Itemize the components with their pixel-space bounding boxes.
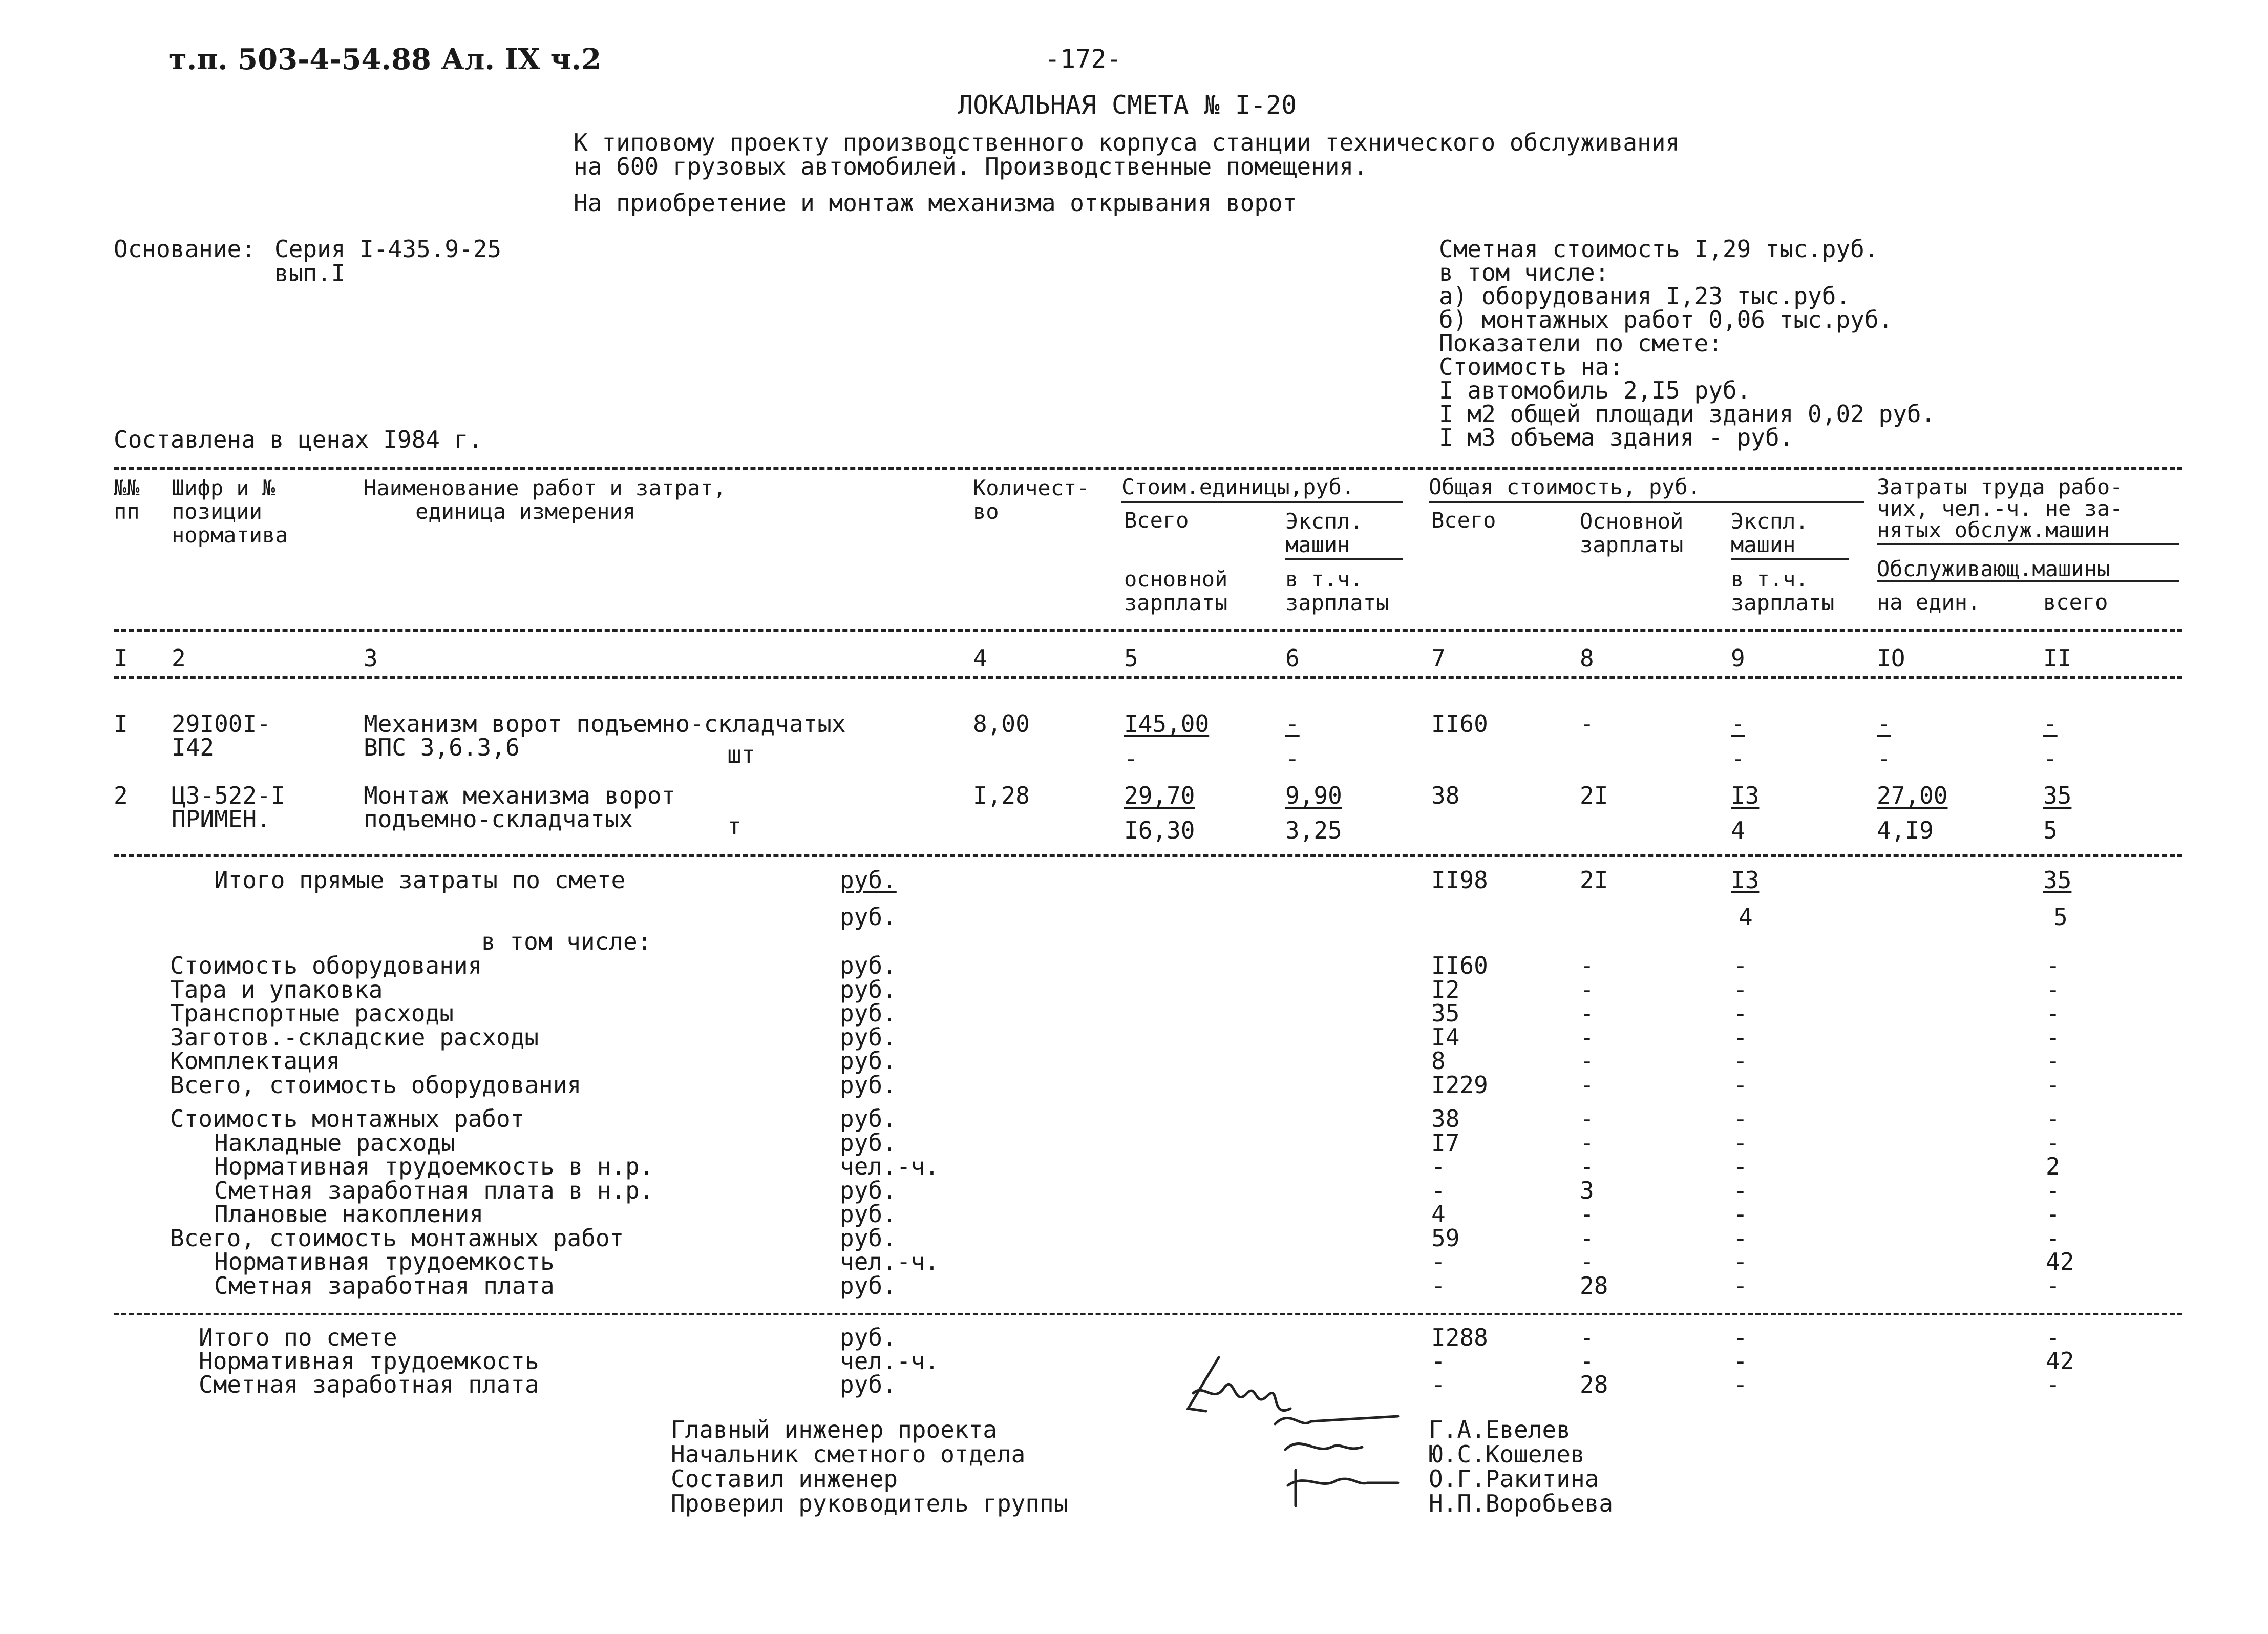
breakdown-total: -	[1431, 1271, 1446, 1300]
signature-name: Г.А.Евелев	[1429, 1416, 1571, 1443]
row-total-machines: I3	[1731, 782, 1760, 809]
row-labor-per-unit-sub: -	[1877, 745, 1891, 772]
row-unit-total: 29,70	[1124, 782, 1195, 809]
breakdown-total: I4	[1431, 1023, 1460, 1051]
summary-line: а) оборудования I,23 тыс.руб.	[1439, 282, 1851, 310]
page-number: -172-	[1045, 44, 1122, 74]
breakdown-label: Накладные расходы	[214, 1128, 455, 1157]
breakdown-unit: руб.	[840, 1023, 897, 1051]
signature-name: Ю.С.Кошелев	[1429, 1440, 1585, 1468]
breakdown-unit: руб.	[840, 999, 897, 1027]
labor-group-header: Затраты труда рабо- чих, чел.-ч. не за- нятых обслуж.машин	[1877, 474, 2123, 542]
column-number: IO	[1877, 644, 1905, 672]
unit-cost-group-rule	[1121, 501, 1403, 503]
row-labor-total: -	[2043, 710, 2058, 738]
signature-role: Проверил руководитель группы	[671, 1490, 1068, 1517]
breakdown-machines: -	[1733, 1200, 1748, 1228]
column-number: 4	[973, 644, 987, 672]
breakdown-machines: -	[1733, 1248, 1748, 1275]
breakdown-total: I229	[1431, 1071, 1488, 1099]
basis-series: Серия I-435.9-25	[274, 235, 502, 263]
breakdown-label: Нормативная трудоемкость	[214, 1248, 555, 1275]
breakdown-bottom-rule	[114, 1313, 2182, 1315]
breakdown-labor: -	[2046, 1128, 2060, 1157]
row-total-wage: 2I	[1580, 782, 1608, 809]
handwritten-signatures	[1157, 1352, 1424, 1547]
signature-role: Начальник сметного отдела	[671, 1440, 1026, 1468]
breakdown-total: 59	[1431, 1224, 1460, 1252]
summary-line: Сметная стоимость I,29 тыс.руб.	[1439, 235, 1879, 263]
breakdown-labor: -	[2046, 975, 2060, 1003]
breakdown-total: -	[1431, 1248, 1446, 1275]
total-cost-group-header: Общая стоимость, руб.	[1429, 474, 1701, 499]
breakdown-machines: -	[1733, 1271, 1748, 1300]
summary-line: I м2 общей площади здания 0,02 руб.	[1439, 400, 1936, 428]
total-total-header: Всего	[1431, 508, 1496, 533]
grand-total-machines: -	[1733, 1347, 1748, 1375]
breakdown-machines: -	[1733, 952, 1748, 979]
summary-line: б) монтажных работ 0,06 тыс.руб.	[1439, 306, 1893, 333]
breakdown-total: 8	[1431, 1047, 1446, 1075]
breakdown-total: -	[1431, 1176, 1446, 1204]
total-wage-header: Основной зарплаты	[1580, 509, 1684, 557]
breakdown-unit: руб.	[840, 975, 897, 1003]
row-total: II60	[1431, 710, 1488, 738]
col-header-num: №№ пп	[114, 475, 140, 524]
grand-total-labor: -	[2046, 1324, 2060, 1351]
row-number: 2	[114, 782, 128, 809]
breakdown-total: 4	[1431, 1200, 1446, 1228]
breakdown-labor: -	[2046, 1176, 2060, 1204]
grand-total-labor: 42	[2046, 1347, 2074, 1375]
breakdown-machines: -	[1733, 1071, 1748, 1099]
column-number: 2	[172, 644, 186, 672]
including-label: в том числе:	[481, 928, 652, 955]
grand-total-wage: 28	[1580, 1371, 1608, 1398]
row-number: I	[114, 710, 128, 738]
breakdown-wage: -	[1580, 999, 1594, 1027]
column-number: II	[2043, 644, 2072, 672]
direct-total-machines-wage: 4	[1739, 903, 1753, 931]
breakdown-unit: руб.	[840, 1200, 897, 1228]
breakdown-label: Всего, стоимость монтажных работ	[170, 1224, 624, 1252]
rows-bottom-rule	[114, 854, 2182, 857]
summary-line: Показатели по смете:	[1439, 329, 1723, 357]
breakdown-wage: -	[1580, 975, 1594, 1003]
breakdown-unit: руб.	[840, 1047, 897, 1075]
breakdown-label: Тара и упаковка	[170, 975, 383, 1003]
breakdown-label: Плановые накопления	[214, 1200, 484, 1228]
breakdown-unit: чел.-ч.	[840, 1248, 939, 1275]
breakdown-wage: -	[1580, 1153, 1594, 1180]
breakdown-machines: -	[1733, 1128, 1748, 1157]
unit-machines-rule	[1285, 558, 1403, 560]
breakdown-wage: -	[1580, 1023, 1594, 1051]
row-quantity: 8,00	[973, 710, 1030, 738]
breakdown-labor: -	[2046, 1271, 2060, 1300]
document-title: ЛОКАЛЬНАЯ СМЕТА № I-20	[958, 90, 1297, 120]
signature-role: Главный инженер проекта	[671, 1416, 997, 1443]
unit-incl-wage-header: в т.ч. зарплаты	[1285, 567, 1389, 615]
breakdown-label: Транспортные расходы	[170, 999, 454, 1027]
breakdown-machines: -	[1733, 1176, 1748, 1204]
breakdown-label: Заготов.-складские расходы	[170, 1023, 539, 1051]
breakdown-wage: -	[1580, 1128, 1594, 1157]
row-labor-total: 35	[2043, 782, 2072, 809]
column-number: 9	[1731, 644, 1745, 672]
col-header-qty: Количест- во	[973, 475, 1090, 524]
unit-machines-header: Экспл. машин	[1285, 509, 1363, 557]
grand-total-machines: -	[1733, 1371, 1748, 1398]
row-labor-total-sub: 5	[2043, 816, 2058, 844]
grand-total-label: Сметная заработная плата	[199, 1371, 539, 1398]
breakdown-unit: чел.-ч.	[840, 1153, 939, 1180]
grand-total-label: Итого по смете	[199, 1324, 397, 1351]
breakdown-wage: -	[1580, 1105, 1594, 1133]
total-machines-header: Экспл. машин	[1731, 509, 1809, 557]
breakdown-labor: -	[2046, 1105, 2060, 1133]
row-labor-per-unit-sub: 4,I9	[1877, 816, 1934, 844]
breakdown-label: Комплектация	[170, 1047, 341, 1075]
breakdown-wage: -	[1580, 1224, 1594, 1252]
grand-total-sum: -	[1431, 1347, 1446, 1375]
row-unit-machines: 9,90	[1285, 782, 1342, 809]
row-total-machines: -	[1731, 710, 1745, 738]
breakdown-total: -	[1431, 1153, 1446, 1180]
breakdown-wage: -	[1580, 1200, 1594, 1228]
column-number: 3	[364, 644, 378, 672]
grand-total-wage: -	[1580, 1347, 1594, 1375]
breakdown-total: 38	[1431, 1105, 1460, 1133]
grand-total-wage: -	[1580, 1324, 1594, 1351]
row-total-wage: -	[1580, 710, 1594, 738]
breakdown-labor: -	[2046, 1023, 2060, 1051]
breakdown-unit: руб.	[840, 1128, 897, 1157]
row-labor-per-unit: 27,00	[1877, 782, 1948, 809]
column-number: I	[114, 644, 128, 672]
direct-total-unit-2: руб.	[840, 903, 897, 931]
row-name: Механизм ворот подъемно-складчатых ВПС 3,6.3,6	[364, 710, 846, 761]
breakdown-wage: 3	[1580, 1176, 1594, 1204]
breakdown-label: Стоимость монтажных работ	[170, 1105, 525, 1133]
breakdown-unit: руб.	[840, 952, 897, 979]
breakdown-label: Стоимость оборудования	[170, 952, 482, 979]
grand-total-unit: руб.	[840, 1371, 897, 1398]
unit-total-header: Всего	[1124, 508, 1189, 533]
column-numbers-rule	[114, 676, 2182, 679]
labor-total-header: всего	[2043, 590, 2108, 615]
labor-per-unit-header: на един.	[1877, 590, 1981, 615]
breakdown-unit: руб.	[840, 1105, 897, 1133]
row-labor-per-unit: -	[1877, 710, 1891, 738]
unit-cost-group-header: Стоим.единицы,руб.	[1121, 474, 1355, 499]
direct-total-labor: 35	[2043, 866, 2072, 894]
breakdown-labor: -	[2046, 1200, 2060, 1228]
row-code: ЦЗ-522-I ПРИМЕН.	[172, 782, 285, 833]
summary-line: I м3 объема здания - руб.	[1439, 424, 1794, 451]
row-total: 38	[1431, 782, 1460, 809]
row-total-machines-wage: -	[1731, 745, 1745, 772]
row-unit: т	[727, 812, 741, 840]
total-cost-group-rule	[1429, 501, 1864, 503]
column-number: 6	[1285, 644, 1300, 672]
row-unit-machines: -	[1285, 710, 1300, 738]
grand-total-sum: -	[1431, 1371, 1446, 1398]
breakdown-total: I2	[1431, 975, 1460, 1003]
estimate-purpose: На приобретение и монтаж механизма открывания ворот	[574, 189, 1297, 217]
row-unit-wage: I6,30	[1124, 816, 1195, 844]
basis-issue: вып.I	[274, 259, 346, 287]
direct-total-label: Итого прямые затраты по смете	[214, 866, 626, 894]
breakdown-label: Сметная заработная плата	[214, 1271, 555, 1300]
breakdown-machines: -	[1733, 1105, 1748, 1133]
breakdown-unit: руб.	[840, 1224, 897, 1252]
breakdown-total: 35	[1431, 999, 1460, 1027]
subtitle-line-1: К типовому проекту производственного корпуса станции технического обслуживания	[574, 129, 1680, 156]
breakdown-wage: -	[1580, 1047, 1594, 1075]
row-name: Монтаж механизма ворот подъемно-складчатых	[364, 782, 676, 833]
breakdown-machines: -	[1733, 1047, 1748, 1075]
subtitle-line-2: на 600 грузовых автомобилей. Производственные помещения.	[574, 153, 1368, 180]
breakdown-label: Сметная заработная плата в н.р.	[214, 1176, 654, 1204]
breakdown-labor: 42	[2046, 1248, 2074, 1275]
grand-total-labor: -	[2046, 1371, 2060, 1398]
signature-role: Составил инженер	[671, 1465, 898, 1493]
col-header-name: Наименование работ и затрат, единица измерения	[364, 475, 727, 524]
breakdown-labor: -	[2046, 1071, 2060, 1099]
doc-reference: т.п. 503-4-54.88 Ал. IX ч.2	[169, 43, 602, 76]
row-labor-total-sub: -	[2043, 745, 2058, 772]
summary-line: в том числе:	[1439, 259, 1609, 286]
summary-line: I автомобиль 2,I5 руб.	[1439, 376, 1751, 404]
row-unit-wage: -	[1124, 745, 1138, 772]
row-code: 29I00I- I42	[172, 710, 271, 761]
grand-total-unit: чел.-ч.	[840, 1347, 939, 1375]
breakdown-label: Нормативная трудоемкость в н.р.	[214, 1153, 654, 1180]
breakdown-unit: руб.	[840, 1271, 897, 1300]
total-machines-rule	[1731, 558, 1849, 560]
breakdown-machines: -	[1733, 999, 1748, 1027]
header-top-rule	[114, 467, 2182, 470]
row-unit-total: I45,00	[1124, 710, 1210, 738]
breakdown-machines: -	[1733, 975, 1748, 1003]
breakdown-unit: руб.	[840, 1176, 897, 1204]
breakdown-unit: руб.	[840, 1071, 897, 1099]
row-unit: шт	[727, 741, 756, 768]
summary-line: Стоимость на:	[1439, 353, 1624, 381]
signature-name: Н.П.Воробьева	[1429, 1490, 1614, 1517]
unit-wage-header: основной зарплаты	[1124, 567, 1228, 615]
breakdown-machines: -	[1733, 1023, 1748, 1051]
row-unit-machines-wage: 3,25	[1285, 816, 1342, 844]
breakdown-labor: 2	[2046, 1153, 2060, 1180]
direct-total-wage: 2I	[1580, 866, 1608, 894]
breakdown-total: II60	[1431, 952, 1488, 979]
breakdown-wage: -	[1580, 1071, 1594, 1099]
row-unit-machines-wage: -	[1285, 745, 1300, 772]
breakdown-labor: -	[2046, 1047, 2060, 1075]
direct-total-unit: руб.	[840, 866, 897, 894]
breakdown-wage: -	[1580, 952, 1594, 979]
row-total-machines-wage: 4	[1731, 816, 1745, 844]
header-bottom-rule	[114, 629, 2182, 632]
breakdown-labor: -	[2046, 999, 2060, 1027]
breakdown-machines: -	[1733, 1224, 1748, 1252]
direct-total-machines: I3	[1731, 866, 1760, 894]
col-header-code: Шифр и № позиции норматива	[172, 475, 288, 548]
total-incl-wage-header: в т.ч. зарплаты	[1731, 567, 1835, 615]
grand-total-machines: -	[1733, 1324, 1748, 1351]
prices-year: Составлена в ценах I984 г.	[114, 426, 483, 453]
breakdown-label: Всего, стоимость оборудования	[170, 1071, 582, 1099]
column-number: 8	[1580, 644, 1594, 672]
breakdown-machines: -	[1733, 1153, 1748, 1180]
labor-group-rule	[1877, 543, 2179, 545]
grand-total-unit: руб.	[840, 1324, 897, 1351]
signature-name: О.Г.Ракитина	[1429, 1465, 1599, 1493]
breakdown-total: I7	[1431, 1128, 1460, 1157]
grand-total-label: Нормативная трудоемкость	[199, 1347, 539, 1375]
breakdown-wage: -	[1580, 1248, 1594, 1275]
column-number: 5	[1124, 644, 1138, 672]
labor-service-rule	[1877, 580, 2179, 582]
breakdown-labor: -	[2046, 952, 2060, 979]
direct-total-labor-sub: 5	[2053, 903, 2068, 931]
labor-service-header: Обслуживающ.машины	[1877, 556, 2110, 581]
basis-label: Основание:	[114, 235, 256, 263]
grand-total-sum: I288	[1431, 1324, 1488, 1351]
direct-total-sum: II98	[1431, 866, 1488, 894]
column-number: 7	[1431, 644, 1446, 672]
row-quantity: I,28	[973, 782, 1030, 809]
breakdown-labor: -	[2046, 1224, 2060, 1252]
breakdown-wage: 28	[1580, 1271, 1608, 1300]
